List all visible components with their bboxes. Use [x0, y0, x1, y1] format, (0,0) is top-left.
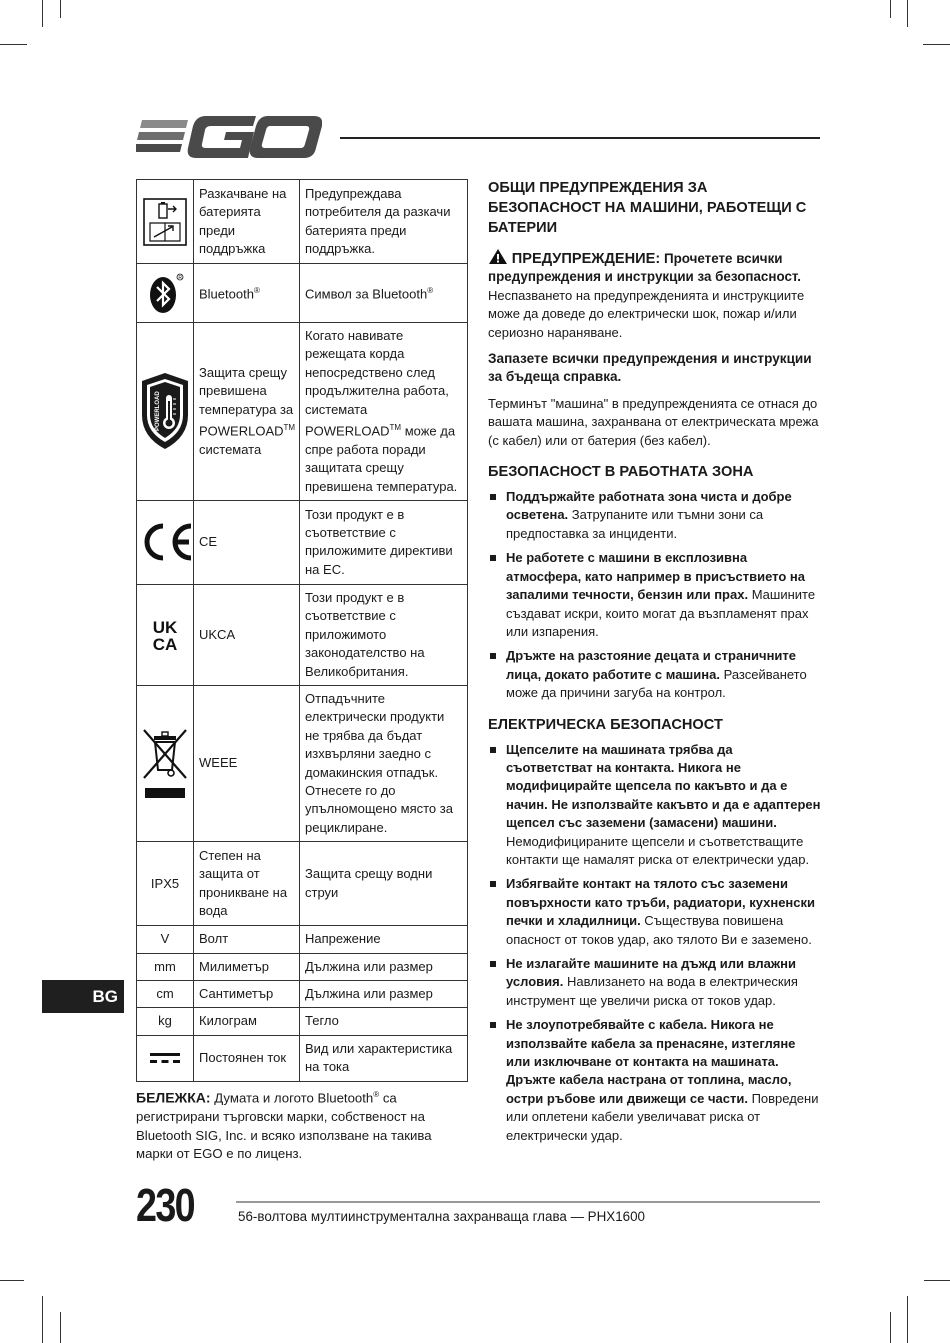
symbol-description: Дължина или размер: [300, 981, 468, 1008]
symbol-name: Сантиметър: [194, 981, 300, 1008]
warning-paragraph: ПРЕДУПРЕЖДЕНИЕ: Прочетете всички предупреждения и инструкции за безопасност. Неспазването на предупрежденията и инструкциите може да доведе до електрически шок, пожар и/или сериозно нараняване.: [488, 248, 821, 342]
list-item: Щепселите на машината трябва да съответстват на контакта. Никога не модифицирайте щепсела по какъвто и да е начин. Не използвайте какъвто и да е адаптерен щепсел със заземени (замасени) машини. Немодифицираните щепсели и съответстващите контакти ще намалят риска от електрически удар.: [488, 741, 821, 870]
symbol-description: Вид или характеристика на тока: [300, 1035, 468, 1081]
ce-mark-icon: [139, 520, 195, 564]
table-row: [137, 686, 468, 842]
symbol-cell: [137, 500, 194, 584]
table-row: [137, 584, 468, 685]
symbol-name: Разкачване на батерията преди поддръжка: [194, 180, 300, 264]
page-number: 230: [136, 1179, 195, 1231]
term-definition: Терминът "машина" в предупрежденията се отнася до вашата машина, захранвана от електрическата мрежа (с кабел) или от батерия (без кабел).: [488, 395, 819, 448]
weee-crossed-bin-icon: [140, 724, 190, 804]
table-row: [137, 1008, 468, 1035]
work-area-list: [488, 488, 821, 702]
note-text: са регистрирани търговски марки, собственост на Bluetooth SIG, Inc. и всяко използване на такива марки от EGO е по лиценз.: [136, 1090, 432, 1162]
symbol-table: [136, 179, 468, 1082]
table-row: [137, 981, 468, 1008]
crop-mark: [42, 1296, 43, 1343]
symbol-description: Символ за Bluetooth®: [300, 264, 468, 323]
svg-text:POWERLOAD: POWERLOAD: [155, 391, 161, 432]
electrical-safety-list: [488, 741, 821, 1146]
symbol-description: Този продукт е в съответствие с приложимото законодателство на Великобритания.: [300, 584, 468, 685]
table-row: [137, 842, 468, 926]
safety-warnings-column: [488, 178, 821, 1145]
symbol-cell: kg: [137, 1008, 194, 1035]
list-item: Не работете с машини в експлозивна атмосфера, като например в присъствието на запалими течности, бензин или прах. Машините създават искри, които могат да възпламенят прах или изпарения.: [488, 549, 821, 641]
warning-label: ПРЕДУПРЕЖДЕНИЕ:: [511, 251, 661, 267]
powerload-thermometer-icon: [140, 371, 190, 451]
crop-mark: [924, 1280, 950, 1281]
symbol-description: Напрежение: [300, 926, 468, 953]
list-item: Не злоупотребявайте с кабела. Никога не използвайте кабела за пренасяне, изтегляне или изключване от контакта на машината. Дръжте кабела настрана от топлина, масло, остри ръбове или движещи се части. Повредени или оплетени кабели увеличават риска от електрически удар.: [488, 1016, 821, 1145]
bluetooth-trademark-note: БЕЛЕЖКА: Думата и логото Bluetooth® са регистрирани търговски марки, собственост на Bluetooth SIG, Inc. и всяко използване на такива марки от EGO е по лиценз.: [136, 1089, 432, 1162]
crop-mark: [60, 0, 61, 18]
direct-current-icon: [148, 1051, 182, 1065]
battery-unload-icon: [142, 197, 188, 247]
symbol-description: Предупреждава потребителя да разкачи батерията преди поддръжка.: [300, 180, 468, 264]
svg-text:CA: CA: [152, 635, 178, 654]
table-row: [137, 264, 468, 323]
symbol-cell: [137, 323, 194, 501]
symbol-cell: [137, 686, 194, 842]
symbol-cell: [137, 584, 194, 685]
crop-mark: [60, 1312, 61, 1343]
ukca-mark-icon: [145, 615, 185, 655]
ego-logo: [136, 112, 322, 160]
list-item: Поддържайте работната зона чиста и добре осветена. Затрупаните или тъмни зони са предпоставка за инциденти.: [488, 488, 821, 543]
symbol-description: Отпадъчните електрически продукти не трябва да бъдат изхвърляни заедно с домакинския отпадък. Отнесете го до упълномощено място за рециклиране.: [300, 686, 468, 842]
table-row: [137, 926, 468, 953]
crop-mark: [0, 1280, 24, 1281]
crop-mark: [907, 1296, 908, 1343]
crop-mark: [907, 0, 908, 27]
crop-mark: [890, 1312, 891, 1343]
symbol-cell: [137, 180, 194, 264]
svg-text:R: R: [178, 275, 183, 281]
crop-mark: [923, 44, 950, 45]
warning-triangle-icon: [488, 248, 508, 265]
symbol-name: Милиметър: [194, 953, 300, 980]
table-row: [137, 1035, 468, 1081]
crop-mark: [890, 0, 891, 18]
symbol-name: CE: [194, 500, 300, 584]
symbol-name: Степен на защита от проникване на вода: [194, 842, 300, 926]
save-instructions-note: Запазете всички предупреждения и инструкции за бъдеща справка.: [488, 351, 812, 385]
symbol-name: Bluetooth®: [194, 264, 300, 323]
symbol-description: Когато навивате режещата корда непосредствено след продължителна работа, системата POWERLOAD™ може да спре работа поради защитата срещу превишена температура.: [300, 323, 468, 501]
list-item: Дръжте на разстояние децата и страничните лица, докато работите с машина. Разсейването може да причини загуба на контрол.: [488, 647, 821, 702]
table-row: [137, 180, 468, 264]
svg-text:UK: UK: [152, 618, 178, 637]
section-title: ОБЩИ ПРЕДУПРЕЖДЕНИЯ ЗА БЕЗОПАСНОСТ НА МАШИНИ, РАБОТЕЩИ С БАТЕРИИ: [488, 180, 807, 236]
symbol-name: Килограм: [194, 1008, 300, 1035]
work-area-heading: БЕЗОПАСНОСТ В РАБОТНАТА ЗОНА: [488, 464, 754, 481]
list-item: Избягвайте контакт на тялото със заземени повърхности като тръби, радиатори, кухненски печки и хладилници. Съществува повишена опасност от токов удар, ако тялото Ви е заземено.: [488, 875, 821, 949]
symbol-description: Този продукт е в съответствие с приложимите директиви на ЕС.: [300, 500, 468, 584]
footer-product-title: 56-волтова мултиинструментална захранваща глава — PHX1600: [238, 1209, 646, 1224]
bluetooth-icon: [142, 269, 188, 317]
symbol-name: Постоянен ток: [194, 1035, 300, 1081]
footer-rule: [236, 1201, 820, 1203]
symbol-description: Тегло: [300, 1008, 468, 1035]
table-row: [137, 500, 468, 584]
symbol-description: Дължина или размер: [300, 953, 468, 980]
symbol-cell: [137, 264, 194, 323]
note-text: Думата и логото Bluetooth: [210, 1090, 374, 1106]
symbol-cell: mm: [137, 953, 194, 980]
symbol-cell: [137, 1035, 194, 1081]
header-rule: [340, 137, 820, 139]
crop-mark: [0, 44, 27, 45]
symbol-cell: V: [137, 926, 194, 953]
symbol-name: Волт: [194, 926, 300, 953]
symbol-cell: cm: [137, 981, 194, 1008]
symbol-name: UKCA: [194, 584, 300, 685]
symbol-description: Защита срещу водни струи: [300, 842, 468, 926]
symbol-name: WEEE: [194, 686, 300, 842]
symbol-name: Защита срещу превишена температура за POWERLOAD™ системата: [194, 323, 300, 501]
electrical-safety-heading: ЕЛЕКТРИЧЕСКА БЕЗОПАСНОСТ: [488, 716, 723, 733]
table-row: [137, 323, 468, 501]
list-item: Не излагайте машините на дъжд или влажни условия. Навлизането на вода в електрическия инструмент ще увеличи риска от токов удар.: [488, 955, 821, 1010]
table-row: [137, 953, 468, 980]
language-tab: BG: [42, 980, 124, 1013]
note-label: БЕЛЕЖКА:: [136, 1089, 211, 1106]
symbol-cell: IPX5: [137, 842, 194, 926]
crop-mark: [42, 0, 43, 27]
